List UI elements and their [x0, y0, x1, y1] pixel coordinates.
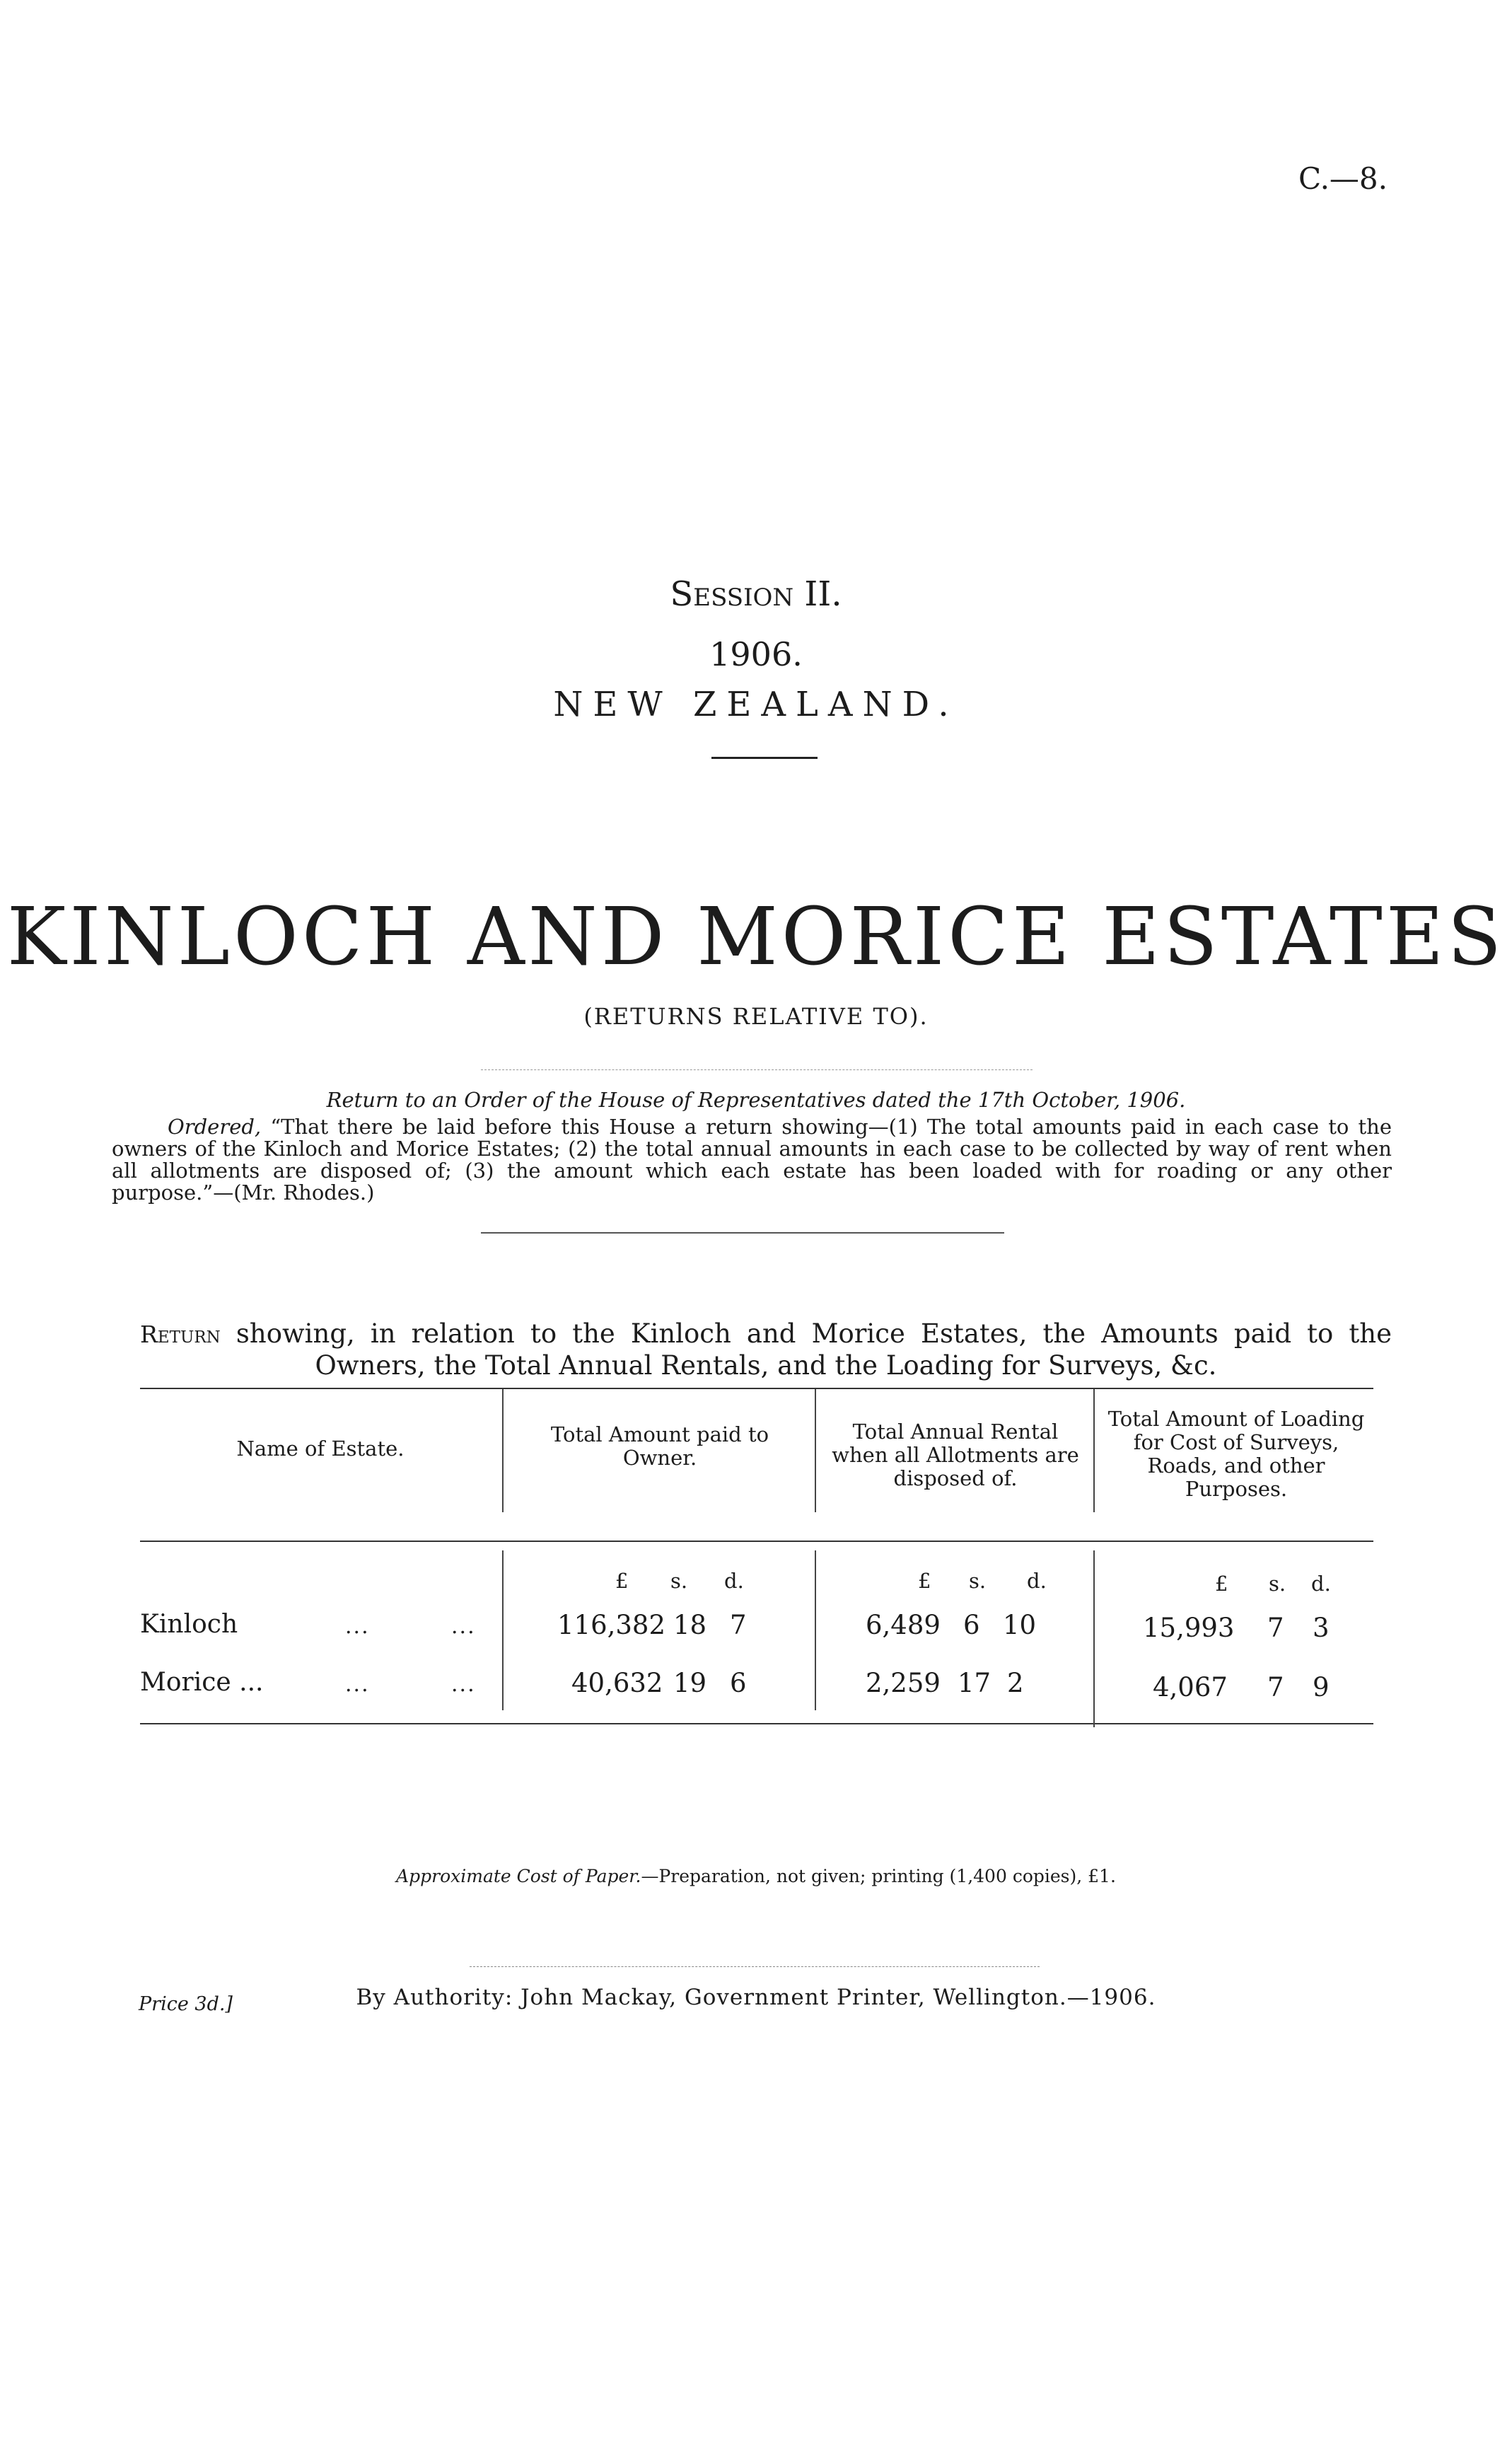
- order-reference: Return to an Order of the House of Representatives dated the 17th October, 1906.: [326, 1088, 1186, 1112]
- country-label: NEW ZEALAND.: [553, 685, 959, 724]
- estate-name-kinloch: Kinloch: [140, 1610, 238, 1639]
- column-header-rental: Total Annual Rental when all Allotments are disposed of.: [832, 1420, 1079, 1490]
- return-heading: [140, 1318, 1392, 1381]
- table-rule-top: [140, 1388, 1373, 1389]
- unit-pence: d.: [724, 1569, 744, 1593]
- return-line-2: Owners, the Total Annual Rentals, and the Loading for Surveys, &c.: [315, 1350, 1217, 1381]
- ordered-body: “That there be laid before this House a return showing—(1) The total amounts paid in each case to the owners of the Kinloch and Morice Estates; (2) the total annual amounts in each case to be collected by way of rent when all allotments are disposed of; (3) the amount which each estate has been loaded with for roading or any other purpose.”—(Mr. Rhodes.): [112, 1115, 1392, 1205]
- divider: [470, 1966, 1040, 1967]
- loading-pence: 9: [1313, 1672, 1330, 1702]
- rental-pence: 10: [1003, 1610, 1037, 1640]
- column-divider: [815, 1550, 816, 1710]
- column-header-loading: Total Amount of Loading for Cost of Surveys, Roads, and other Purposes.: [1107, 1407, 1365, 1501]
- document-reference: C.—8.: [1298, 161, 1388, 196]
- paid-pounds: 116,382: [557, 1610, 666, 1640]
- price-note: Price 3d.]: [139, 1993, 233, 2015]
- column-divider: [502, 1389, 504, 1512]
- leader-dots: ...: [451, 1614, 476, 1639]
- rental-pence: 2: [1007, 1668, 1024, 1698]
- column-header-estate: Name of Estate.: [236, 1437, 405, 1461]
- table-rule-header: [140, 1541, 1373, 1542]
- loading-shillings: 7: [1267, 1613, 1284, 1643]
- leader-dots: ...: [345, 1614, 370, 1639]
- paid-pence: 6: [730, 1668, 747, 1698]
- estate-name-morice: Morice ...: [140, 1668, 264, 1697]
- rental-pounds: 2,259: [866, 1668, 941, 1698]
- divider: [481, 1232, 1004, 1234]
- session-label: Session II.: [670, 574, 842, 614]
- column-header-paid: Total Amount paid to Owner.: [550, 1422, 769, 1470]
- unit-pounds: £: [918, 1569, 931, 1593]
- leader-dots: ...: [451, 1672, 476, 1697]
- ordered-label: Ordered,: [167, 1115, 262, 1139]
- unit-pounds: £: [615, 1569, 629, 1593]
- return-line-1: showing, in relation to the Kinloch and Morice Estates, the Amounts paid to the: [235, 1318, 1392, 1349]
- unit-shillings: s.: [969, 1569, 987, 1593]
- unit-shillings: s.: [1269, 1572, 1286, 1596]
- divider: [711, 757, 818, 759]
- loading-pounds: 4,067: [1153, 1672, 1228, 1702]
- rental-shillings: 17: [958, 1668, 991, 1698]
- cost-label: Approximate Cost of Paper.: [396, 1866, 641, 1886]
- column-divider: [502, 1550, 504, 1710]
- loading-pounds: 15,993: [1143, 1613, 1235, 1643]
- paper-cost-note: [0, 1866, 1512, 1886]
- order-text: [112, 1116, 1392, 1204]
- leader-dots: ...: [345, 1672, 370, 1697]
- unit-shillings: s.: [670, 1569, 688, 1593]
- page-title: KINLOCH AND MORICE ESTATES: [6, 891, 1506, 983]
- unit-pounds: £: [1215, 1572, 1228, 1596]
- cost-text: —Preparation, not given; printing (1,400 copies), £1.: [641, 1866, 1116, 1886]
- paid-shillings: 18: [673, 1610, 707, 1640]
- paid-shillings: 19: [673, 1668, 707, 1698]
- paid-pounds: 40,632: [571, 1668, 663, 1698]
- rental-pounds: 6,489: [866, 1610, 941, 1640]
- paid-pence: 7: [730, 1610, 747, 1640]
- year-label: 1906.: [709, 635, 803, 673]
- column-divider: [815, 1389, 816, 1512]
- return-lead: Return: [140, 1321, 221, 1348]
- unit-pence: d.: [1027, 1569, 1047, 1593]
- loading-pence: 3: [1313, 1613, 1330, 1643]
- estates-table: [140, 1388, 1373, 1743]
- table-rule-bottom: [140, 1723, 1373, 1724]
- rental-shillings: 6: [963, 1610, 980, 1640]
- unit-pence: d.: [1311, 1572, 1331, 1596]
- printer-authority: By Authority: John Mackay, Government Printer, Wellington.—1906.: [356, 1985, 1156, 2010]
- divider: [481, 1069, 1033, 1070]
- column-divider: [1093, 1550, 1095, 1727]
- column-divider: [1093, 1389, 1095, 1512]
- loading-shillings: 7: [1267, 1672, 1284, 1702]
- page-subtitle: (RETURNS RELATIVE TO).: [583, 1003, 929, 1030]
